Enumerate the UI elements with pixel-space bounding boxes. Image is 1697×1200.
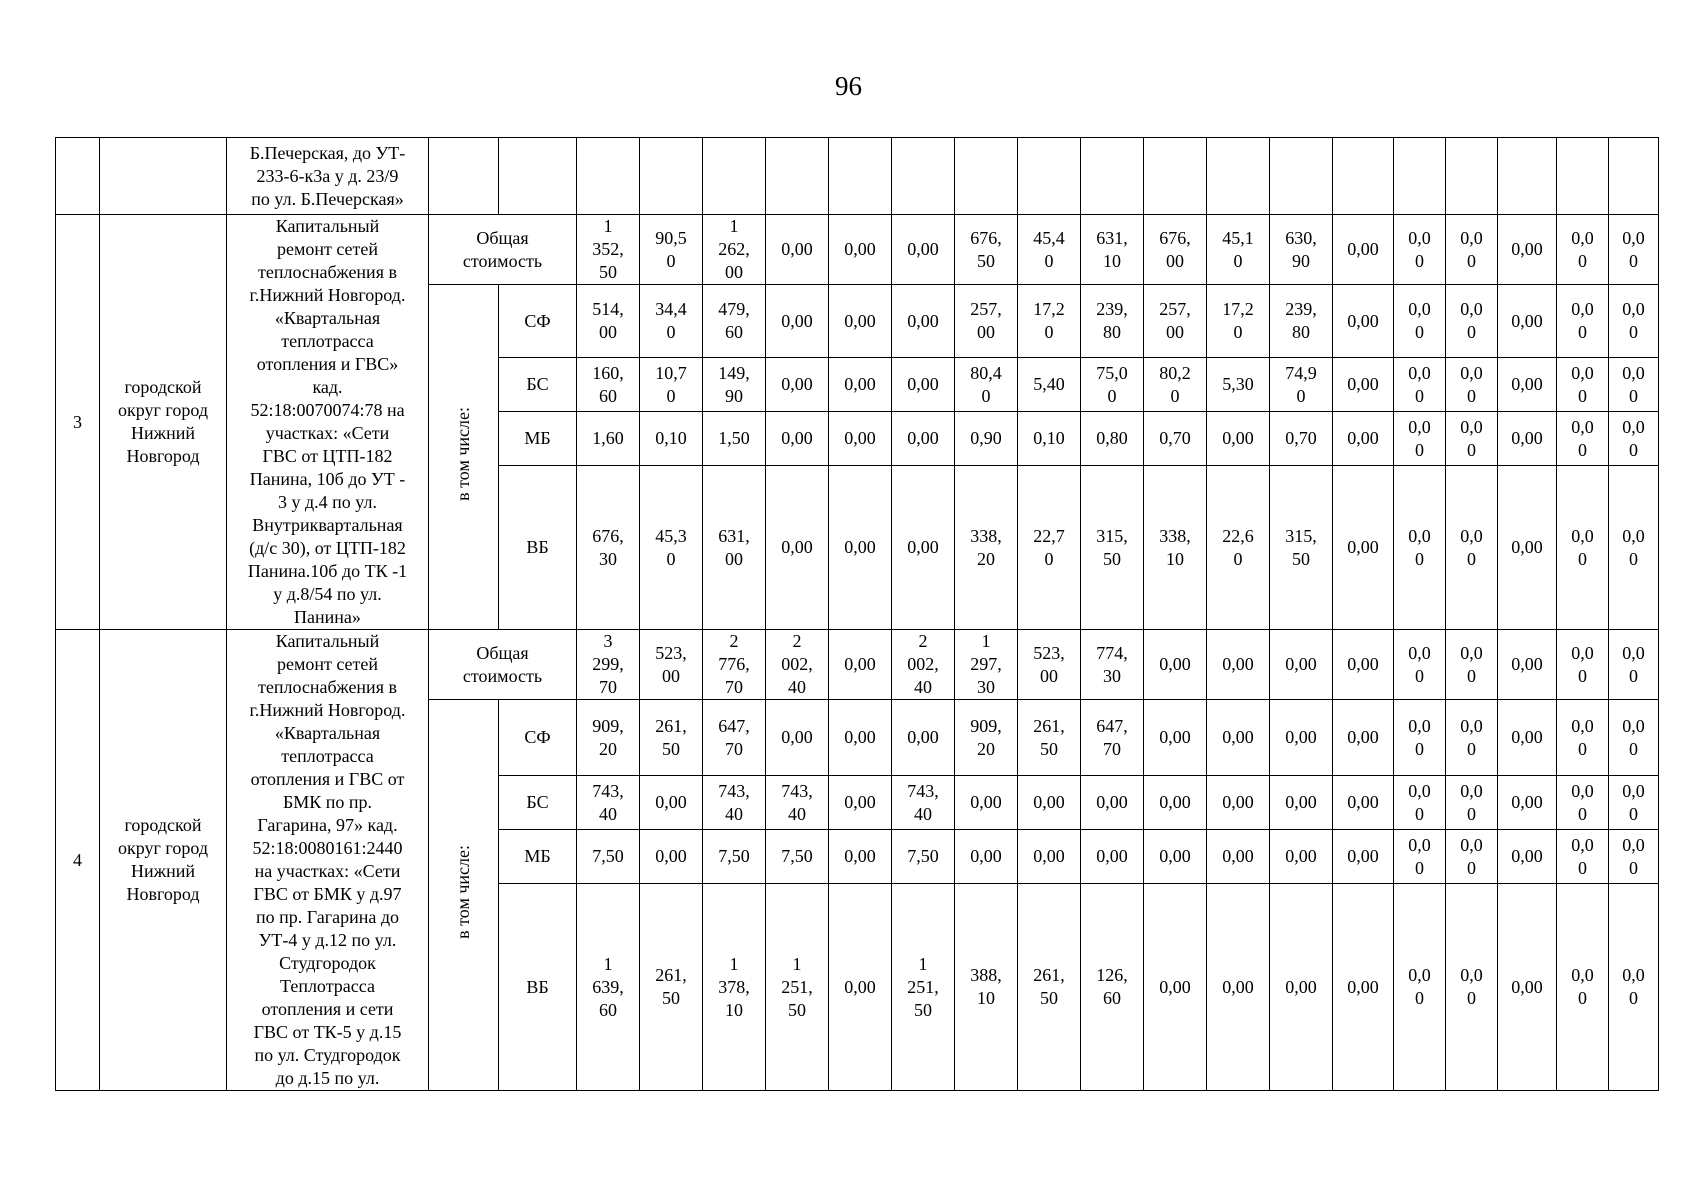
value-cell: 0,00 — [1270, 830, 1333, 884]
value-cell: 0,00 — [1498, 412, 1557, 466]
funding-source-cell: МБ — [499, 830, 577, 884]
value-cell: 257, 00 — [1144, 285, 1207, 358]
value-cell: 0,00 — [955, 830, 1018, 884]
value-cell: 0,0 0 — [1557, 884, 1609, 1091]
value-cell — [1609, 138, 1659, 215]
value-cell: 0,00 — [1207, 630, 1270, 700]
value-cell: 1 297, 30 — [955, 630, 1018, 700]
value-cell — [1557, 138, 1609, 215]
value-cell: 160, 60 — [577, 358, 640, 412]
value-cell — [1394, 138, 1446, 215]
value-cell: 0,00 — [1333, 215, 1394, 285]
value-cell: 0,0 0 — [1557, 700, 1609, 776]
value-cell: 7,50 — [703, 830, 766, 884]
value-cell: 0,00 — [766, 466, 829, 630]
value-cell: 0,00 — [1333, 776, 1394, 830]
sub-label-text: в том числе: — [453, 845, 473, 939]
value-cell: 2 776, 70 — [703, 630, 766, 700]
value-cell: 0,0 0 — [1394, 215, 1446, 285]
cell-empty — [429, 138, 499, 215]
value-cell: 0,00 — [640, 776, 703, 830]
value-cell: 676, 50 — [955, 215, 1018, 285]
value-cell: 0,00 — [1144, 776, 1207, 830]
row-number-cell: 3 — [56, 215, 100, 630]
value-cell: 45,3 0 — [640, 466, 703, 630]
value-cell: 0,0 0 — [1609, 412, 1659, 466]
value-cell — [1081, 138, 1144, 215]
funding-source-cell: ВБ — [499, 466, 577, 630]
value-cell: 0,00 — [829, 412, 892, 466]
value-cell: 0,00 — [766, 215, 829, 285]
value-cell: 743, 40 — [766, 776, 829, 830]
value-cell — [766, 138, 829, 215]
value-cell: 647, 70 — [703, 700, 766, 776]
value-cell: 0,0 0 — [1394, 700, 1446, 776]
value-cell: 2 002, 40 — [892, 630, 955, 700]
value-cell: 0,00 — [829, 884, 892, 1091]
value-cell: 45,4 0 — [1018, 215, 1081, 285]
value-cell: 0,70 — [1270, 412, 1333, 466]
value-cell: 514, 00 — [577, 285, 640, 358]
value-cell: 0,00 — [1270, 884, 1333, 1091]
value-cell: 0,00 — [829, 630, 892, 700]
funding-source-cell: СФ — [499, 700, 577, 776]
value-cell: 0,00 — [1498, 630, 1557, 700]
value-cell: 0,00 — [1018, 830, 1081, 884]
value-cell: 0,00 — [829, 215, 892, 285]
value-cell: 743, 40 — [577, 776, 640, 830]
value-cell: 0,0 0 — [1609, 358, 1659, 412]
value-cell: 7,50 — [766, 830, 829, 884]
value-cell: 0,00 — [1333, 466, 1394, 630]
value-cell: 0,00 — [1333, 830, 1394, 884]
value-cell: 0,0 0 — [1557, 285, 1609, 358]
value-cell: 0,00 — [640, 830, 703, 884]
value-cell: 0,00 — [1270, 700, 1333, 776]
value-cell: 0,0 0 — [1609, 215, 1659, 285]
value-cell: 239, 80 — [1270, 285, 1333, 358]
funding-source-cell: БС — [499, 358, 577, 412]
value-cell: 0,00 — [1144, 830, 1207, 884]
value-cell: 1,50 — [703, 412, 766, 466]
value-cell: 0,00 — [1498, 358, 1557, 412]
value-cell: 0,0 0 — [1394, 412, 1446, 466]
value-cell: 0,00 — [1498, 466, 1557, 630]
value-cell: 5,40 — [1018, 358, 1081, 412]
municipality-cell: городской округ город Нижний Новгород — [100, 630, 227, 1091]
value-cell: 0,00 — [1018, 776, 1081, 830]
value-cell: 0,00 — [1081, 830, 1144, 884]
value-cell: 22,6 0 — [1207, 466, 1270, 630]
value-cell: 0,00 — [829, 285, 892, 358]
value-cell: 80,2 0 — [1144, 358, 1207, 412]
value-cell: 0,00 — [829, 358, 892, 412]
value-cell: 0,00 — [1333, 700, 1394, 776]
value-cell — [1207, 138, 1270, 215]
value-cell: 261, 50 — [1018, 700, 1081, 776]
value-cell — [577, 138, 640, 215]
value-cell: 0,00 — [1498, 285, 1557, 358]
value-cell: 0,00 — [1333, 358, 1394, 412]
value-cell: 0,00 — [1498, 700, 1557, 776]
value-cell: 0,10 — [1018, 412, 1081, 466]
cell-empty — [499, 138, 577, 215]
value-cell: 0,00 — [1498, 776, 1557, 830]
value-cell: 631, 10 — [1081, 215, 1144, 285]
value-cell: 261, 50 — [640, 700, 703, 776]
budget-table — [55, 137, 1659, 1091]
value-cell: 388, 10 — [955, 884, 1018, 1091]
value-cell: 774, 30 — [1081, 630, 1144, 700]
project-description-cell: Капитальный ремонт сетей теплоснабжения в г.Нижний Новгород. «Квартальная теплотрасса отопления и ГВС» кад. 52:18:0070074:78 на участках: «Сети ГВС от ЦТП-182 Панина, 10б до УТ - 3 у д.4 по ул. Внутриквартальная (д/с 30), от ЦТП-182 Панина.10б до ТК -1 у д.8/54 по ул. Панина» — [227, 215, 429, 630]
value-cell: 0,00 — [1270, 630, 1333, 700]
value-cell: 0,0 0 — [1609, 884, 1659, 1091]
value-cell: 631, 00 — [703, 466, 766, 630]
value-cell: 0,00 — [829, 830, 892, 884]
value-cell: 0,00 — [1333, 630, 1394, 700]
value-cell: 1 378, 10 — [703, 884, 766, 1091]
value-cell: 0,0 0 — [1446, 700, 1498, 776]
value-cell: 0,0 0 — [1557, 358, 1609, 412]
value-cell: 0,0 0 — [1609, 630, 1659, 700]
value-cell: 0,00 — [766, 412, 829, 466]
continued-description-cell: Б.Печерская, до УТ- 233-6-к3а у д. 23/9 по ул. Б.Печерская» — [227, 138, 429, 215]
value-cell — [1018, 138, 1081, 215]
value-cell: 0,00 — [1081, 776, 1144, 830]
value-cell: 149, 90 — [703, 358, 766, 412]
value-cell: 0,0 0 — [1394, 830, 1446, 884]
value-cell: 261, 50 — [640, 884, 703, 1091]
value-cell: 0,00 — [1207, 700, 1270, 776]
value-cell: 45,1 0 — [1207, 215, 1270, 285]
value-cell: 34,4 0 — [640, 285, 703, 358]
project-description-cell: Капитальный ремонт сетей теплоснабжения в г.Нижний Новгород. «Квартальная теплотрасса отопления и ГВС от БМК по пр. Гагарина, 97» кад. 52:18:0080161:2440 на участках: «Сети ГВС от БМК у д.97 по пр. Гагарина до УТ-4 у д.12 по ул. Студгородок Теплотрасса отопления и сети ГВС от ТК-5 у д.15 по ул. Студгородок до д.15 по ул. — [227, 630, 429, 1091]
value-cell: 0,0 0 — [1609, 830, 1659, 884]
value-cell — [892, 138, 955, 215]
value-cell: 0,00 — [766, 285, 829, 358]
value-cell: 0,0 0 — [1557, 776, 1609, 830]
value-cell: 0,0 0 — [1557, 630, 1609, 700]
value-cell: 0,90 — [955, 412, 1018, 466]
value-cell: 0,00 — [1207, 776, 1270, 830]
value-cell: 239, 80 — [1081, 285, 1144, 358]
value-cell: 0,0 0 — [1446, 412, 1498, 466]
value-cell: 315, 50 — [1270, 466, 1333, 630]
value-cell: 0,0 0 — [1446, 358, 1498, 412]
value-cell: 5,30 — [1207, 358, 1270, 412]
value-cell: 261, 50 — [1018, 884, 1081, 1091]
value-cell: 1 639, 60 — [577, 884, 640, 1091]
sub-label-vertical — [429, 700, 499, 1091]
value-cell: 0,0 0 — [1394, 466, 1446, 630]
value-cell: 22,7 0 — [1018, 466, 1081, 630]
value-cell: 0,0 0 — [1609, 700, 1659, 776]
value-cell — [703, 138, 766, 215]
value-cell: 7,50 — [892, 830, 955, 884]
table-row-continuation — [56, 138, 1659, 215]
value-cell: 338, 20 — [955, 466, 1018, 630]
value-cell: 10,7 0 — [640, 358, 703, 412]
value-cell: 0,0 0 — [1609, 285, 1659, 358]
funding-source-cell: СФ — [499, 285, 577, 358]
value-cell: 17,2 0 — [1018, 285, 1081, 358]
value-cell — [1498, 138, 1557, 215]
value-cell: 0,00 — [829, 700, 892, 776]
value-cell: 676, 30 — [577, 466, 640, 630]
value-cell: 0,00 — [1144, 700, 1207, 776]
value-cell: 0,70 — [1144, 412, 1207, 466]
value-cell: 0,00 — [955, 776, 1018, 830]
value-cell: 0,0 0 — [1446, 884, 1498, 1091]
value-cell: 0,0 0 — [1446, 466, 1498, 630]
value-cell: 523, 00 — [1018, 630, 1081, 700]
value-cell: 0,0 0 — [1557, 412, 1609, 466]
value-cell: 0,00 — [892, 358, 955, 412]
value-cell: 0,00 — [1333, 412, 1394, 466]
value-cell: 1 251, 50 — [892, 884, 955, 1091]
value-cell: 0,0 0 — [1394, 776, 1446, 830]
value-cell: 0,0 0 — [1557, 830, 1609, 884]
value-cell — [1333, 138, 1394, 215]
value-cell: 0,0 0 — [1557, 215, 1609, 285]
page-number: 96 — [835, 71, 862, 101]
value-cell: 0,00 — [892, 412, 955, 466]
value-cell: 1 352, 50 — [577, 215, 640, 285]
value-cell: 0,0 0 — [1609, 776, 1659, 830]
value-cell: 0,0 0 — [1446, 630, 1498, 700]
cell-empty — [56, 138, 100, 215]
value-cell: 0,0 0 — [1446, 215, 1498, 285]
value-cell — [829, 138, 892, 215]
value-cell: 647, 70 — [1081, 700, 1144, 776]
value-cell: 0,0 0 — [1394, 630, 1446, 700]
funding-source-cell: БС — [499, 776, 577, 830]
value-cell: 315, 50 — [1081, 466, 1144, 630]
value-cell — [1270, 138, 1333, 215]
value-cell: 0,10 — [640, 412, 703, 466]
value-cell: 2 002, 40 — [766, 630, 829, 700]
value-cell: 80,4 0 — [955, 358, 1018, 412]
value-cell: 90,5 0 — [640, 215, 703, 285]
value-cell: 0,00 — [829, 466, 892, 630]
value-cell: 0,0 0 — [1394, 884, 1446, 1091]
value-cell: 0,0 0 — [1446, 285, 1498, 358]
value-cell: 0,0 0 — [1394, 358, 1446, 412]
sub-label-text: в том числе: — [453, 407, 473, 501]
value-cell: 0,00 — [1207, 884, 1270, 1091]
table-row-total — [56, 630, 1659, 700]
value-cell: 0,00 — [1144, 884, 1207, 1091]
value-cell: 7,50 — [577, 830, 640, 884]
value-cell: 0,00 — [1498, 884, 1557, 1091]
value-cell: 630, 90 — [1270, 215, 1333, 285]
value-cell: 75,0 0 — [1081, 358, 1144, 412]
value-cell: 0,00 — [829, 776, 892, 830]
value-cell: 257, 00 — [955, 285, 1018, 358]
value-cell: 0,0 0 — [1446, 830, 1498, 884]
value-cell: 743, 40 — [892, 776, 955, 830]
value-cell: 743, 40 — [703, 776, 766, 830]
value-cell — [1446, 138, 1498, 215]
value-cell: 1,60 — [577, 412, 640, 466]
value-cell: 479, 60 — [703, 285, 766, 358]
value-cell: 909, 20 — [577, 700, 640, 776]
value-cell: 17,2 0 — [1207, 285, 1270, 358]
table-row-total — [56, 215, 1659, 285]
value-cell: 0,0 0 — [1557, 466, 1609, 630]
value-cell — [955, 138, 1018, 215]
value-cell: 0,00 — [1207, 830, 1270, 884]
value-cell: 0,00 — [892, 285, 955, 358]
value-cell: 0,00 — [892, 700, 955, 776]
value-cell: 0,0 0 — [1609, 466, 1659, 630]
value-cell: 3 299, 70 — [577, 630, 640, 700]
value-cell — [1144, 138, 1207, 215]
sub-label-vertical — [429, 285, 499, 630]
cell-empty — [100, 138, 227, 215]
total-label-cell: Общая стоимость — [429, 630, 577, 700]
funding-source-cell: ВБ — [499, 884, 577, 1091]
total-label-cell: Общая стоимость — [429, 215, 577, 285]
value-cell: 0,00 — [1270, 776, 1333, 830]
value-cell: 909, 20 — [955, 700, 1018, 776]
value-cell: 126, 60 — [1081, 884, 1144, 1091]
value-cell: 0,00 — [1144, 630, 1207, 700]
value-cell: 0,00 — [1333, 285, 1394, 358]
value-cell — [640, 138, 703, 215]
value-cell: 0,0 0 — [1394, 285, 1446, 358]
value-cell: 1 251, 50 — [766, 884, 829, 1091]
value-cell: 0,00 — [1207, 412, 1270, 466]
value-cell: 0,80 — [1081, 412, 1144, 466]
value-cell: 0,00 — [1498, 215, 1557, 285]
value-cell: 74,9 0 — [1270, 358, 1333, 412]
value-cell: 0,00 — [892, 215, 955, 285]
value-cell: 676, 00 — [1144, 215, 1207, 285]
municipality-cell: городской округ город Нижний Новгород — [100, 215, 227, 630]
value-cell: 1 262, 00 — [703, 215, 766, 285]
funding-source-cell: МБ — [499, 412, 577, 466]
value-cell: 0,00 — [1333, 884, 1394, 1091]
value-cell: 0,00 — [766, 700, 829, 776]
row-number-cell: 4 — [56, 630, 100, 1091]
value-cell: 0,0 0 — [1446, 776, 1498, 830]
value-cell: 338, 10 — [1144, 466, 1207, 630]
value-cell: 0,00 — [892, 466, 955, 630]
value-cell: 523, 00 — [640, 630, 703, 700]
value-cell: 0,00 — [766, 358, 829, 412]
value-cell: 0,00 — [1498, 830, 1557, 884]
